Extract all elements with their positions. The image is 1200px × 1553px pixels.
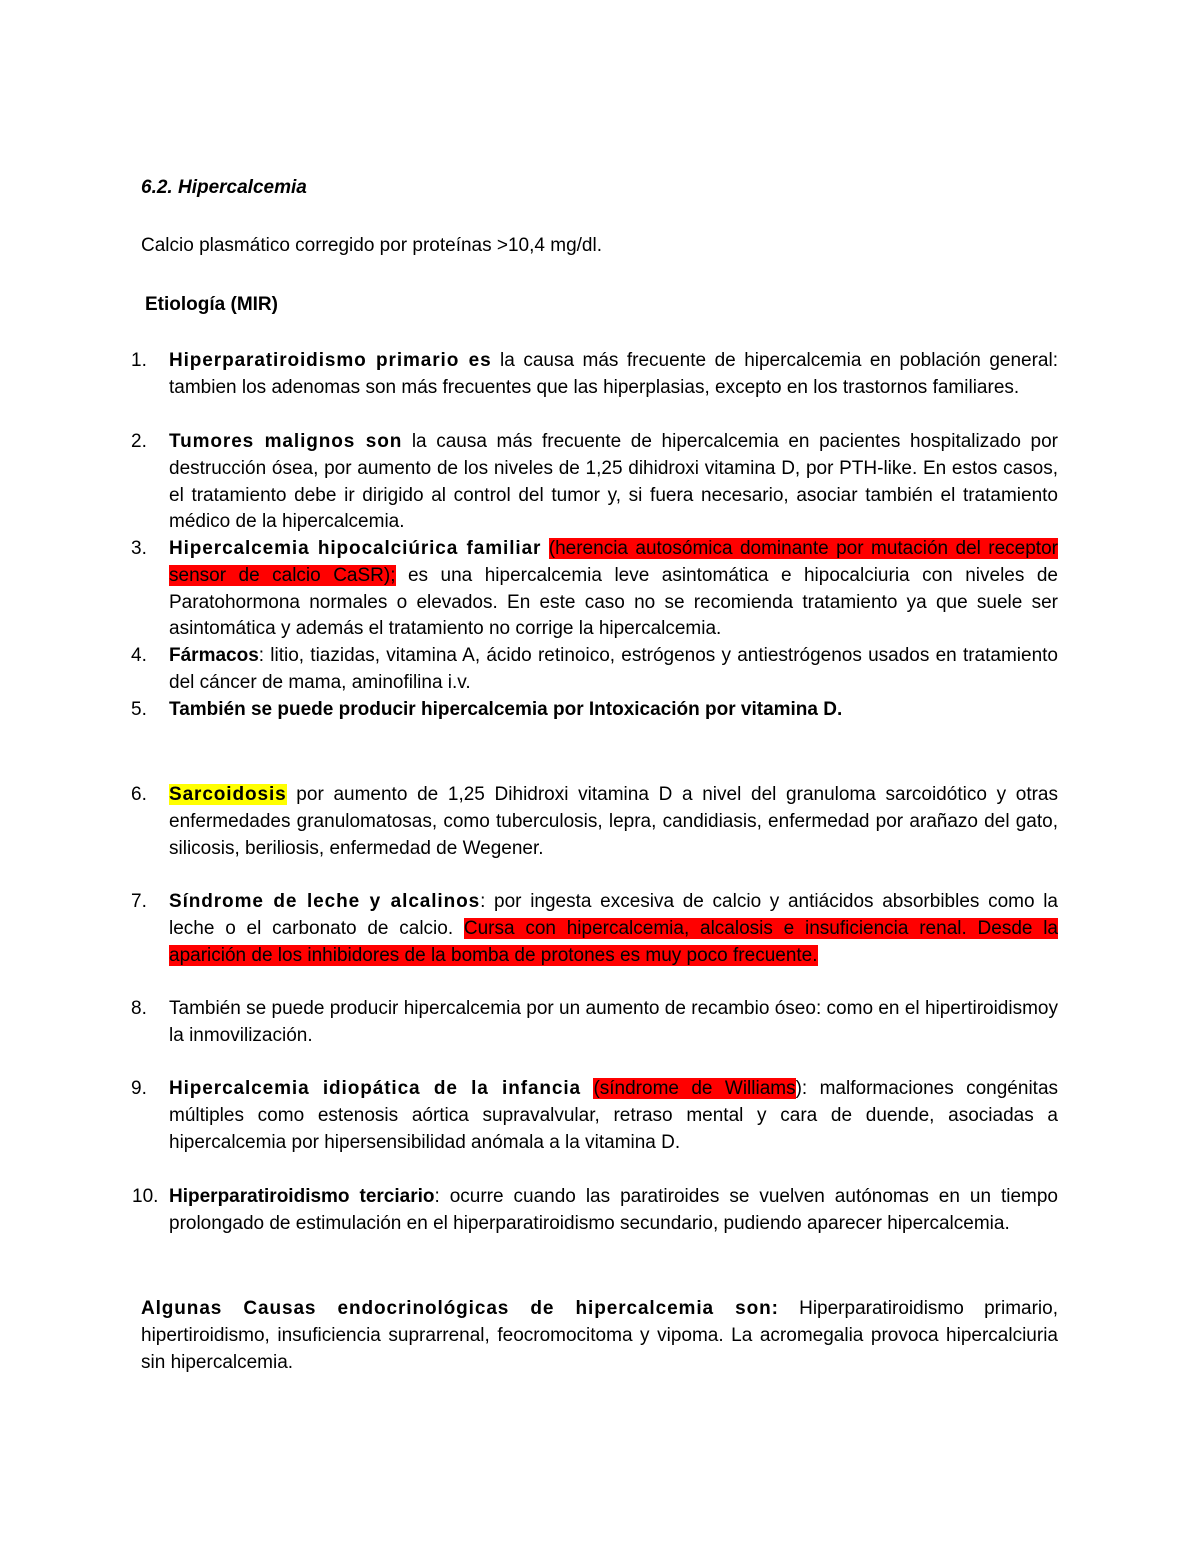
item-lead: Síndrome de leche y alcalinos [169,891,481,912]
item-gap [453,918,464,939]
list-number: 1. [131,350,147,371]
item-lead: Hipercalcemia hipocalciúrica familiar [169,538,542,559]
item-text: la causa más frecuente de hipercalcemia en población general: tambien los adenomas son más frecuentes que las hiperplasias, excepto en los trastornos familiares. [169,350,1058,398]
list-item-5 [131,697,1058,724]
list-item-4 [131,643,1058,697]
highlighted-text-red: Cursa con hipercalcemia, alcalosis e insuficiencia renal. Desde la aparición de los inhibidores de la bomba de protones es muy poco frecuente. [169,917,1059,966]
list-item-1 [131,348,1058,402]
list-number: 2. [131,431,147,452]
list-number: 6. [131,784,147,805]
item-text: También se puede producir hipercalcemia por un aumento de recambio óseo: como en el hipertiroidismoy la inmovilización. [169,998,1058,1046]
list-number: 3. [131,538,147,559]
item-lead: Hiperparatiroidismo terciario [169,1186,435,1207]
item-lead: Hiperparatiroidismo primario es [169,350,492,371]
list-item-8 [131,996,1058,1050]
item-text: : litio, tiazidas, vitamina A, ácido retinoico, estrógenos y antiestrógenos usados en tratamiento del cáncer de mama, aminofilina i.v. [169,645,1058,693]
item-lead: Hipercalcemia idiopática de la infancia [169,1078,582,1099]
list-item-9 [131,1076,1059,1156]
item-text: : por ingesta excesiva de calcio y antiácidos absorbibles como la leche o el carbonato de calcio. [169,891,1059,939]
etiology-heading: Etiología (MIR) [145,294,278,315]
list-item-3 [131,536,1058,643]
list-number: 10. [132,1186,159,1207]
item-lead: Tumores malignos son [169,431,403,452]
item-text: la causa más frecuente de hipercalcemia en pacientes hospitalizado por destrucción ósea, por aumento de los niveles de 1,25 dihidroxi vitamina D, por PTH-like. En estos casos, el tratamiento debe ir dirigido al control del tumor y, si fuera necesario, asociar también el tratamiento médico de la hipercalcemia. [169,431,1058,533]
closing-text: Hiperparatiroidismo primario, hipertiroidismo, insuficiencia suprarrenal, feocromocitoma y vipoma. La acromegalia provoca hipercalciuria sin hipercalcemia. [141,1298,1058,1373]
item-text: por aumento de 1,25 Dihidroxi vitamina D a nivel del granuloma sarcoidótico y otras enfermedades granulomatosas, como tuberculosis, lepra, candidiasis, enfermedad por arañazo del gato, silicosis, beriliosis, enfermedad de Wegener. [169,784,1058,859]
list-number: 7. [131,891,147,912]
item-gap [581,1078,593,1099]
closing-paragraph [141,1296,1058,1376]
closing-lead: Algunas Causas endocrinológicas de hipercalcemia son: [141,1298,779,1319]
item-text: : ocurre cuando las paratiroides se vuelven autónomas en un tiempo prolongado de estimulación en el hiperparatiroidismo secundario, pudiendo aparecer hipercalcemia. [169,1186,1058,1234]
highlighted-text-red: (síndrome de Williams [593,1078,796,1099]
intro-paragraph: Calcio plasmático corregido por proteínas >10,4 mg/dl. [141,235,602,256]
section-title: 6.2. Hipercalcemia [141,177,307,198]
item-lead: Fármacos [169,645,259,666]
highlighted-text-yellow: Sarcoidosis [169,784,287,805]
list-number: 5. [131,699,147,720]
list-item-2 [131,429,1058,536]
item-text: ): malformaciones congénitas múltiples como estenosis aórtica supravalvular, retraso mental y cara de duende, asociadas a hipercalcemia por hipersensibilidad anómala a la vitamina D. [169,1078,1059,1153]
list-item-6 [131,782,1058,862]
item-lead: También se puede producir hipercalcemia por Intoxicación por vitamina D. [169,699,843,720]
list-item-10 [132,1184,1058,1238]
item-gap [541,538,548,559]
list-number: 9. [131,1078,147,1099]
list-number: 8. [131,998,147,1019]
list-item-7 [131,889,1059,969]
item-text: es una hipercalcemia leve asintomática e hipocalciuria con niveles de Paratohormona normales o elevados. En este caso no se recomienda tratamiento ya que suele ser asintomática y además el tratamiento no corrige la hipercalcemia. [169,564,1058,640]
highlighted-text-red: (herencia autosómica dominante por mutación del receptor sensor de calcio CaSR); [169,538,1058,586]
list-number: 4. [131,645,147,666]
